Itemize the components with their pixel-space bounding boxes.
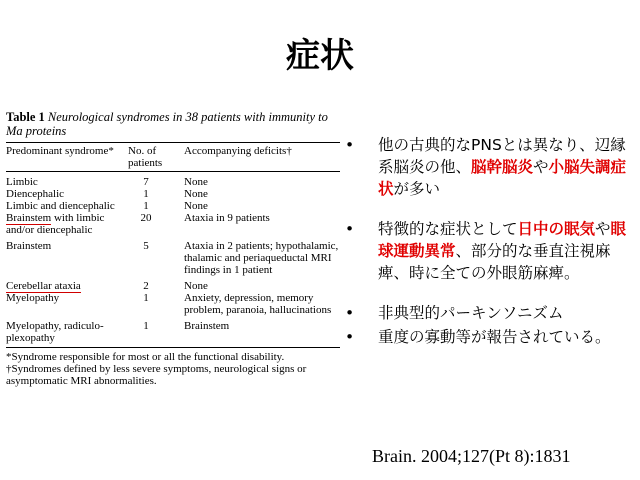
highlight-eye-movement-abnormality: 眼球運動異常	[378, 220, 627, 260]
underlined-cerebellar-ataxia: Cerebellar ataxia	[6, 280, 81, 292]
cell-deficits: Brainstem	[184, 320, 230, 332]
bullet-text: 非典型的パーキンソニズム	[378, 304, 564, 322]
bullet-list	[345, 134, 635, 350]
bullet-item-atypical-pns	[345, 134, 635, 200]
cell-count: 1	[143, 188, 149, 200]
bullet-text: 他の古典的なPNSとは異なり、辺縁系脳炎の他、	[378, 136, 626, 176]
bullet-marker: •	[345, 304, 355, 322]
cell-deficits: None	[184, 176, 208, 188]
cell-syndrome: Myelopathy	[6, 292, 60, 304]
highlight-brainstem-encephalitis: 脳幹脳炎	[471, 158, 534, 176]
table-row	[6, 172, 340, 189]
footnote-asterisk: *Syndrome responsible for most or all the functional disability.	[6, 351, 285, 363]
bullet-marker: •	[345, 136, 355, 154]
bullet-text: 重度の寡動等が報告されている。	[378, 328, 611, 346]
cell-count: 7	[143, 176, 149, 188]
table-row	[6, 188, 340, 200]
cell-count: 2	[143, 280, 149, 292]
cell-deficits: Anxiety, depression, memory problem, paranoia, hallucinations	[184, 292, 332, 316]
bullet-text: が多い	[393, 180, 441, 198]
table-footnotes	[6, 351, 340, 387]
cell-syndrome: Limbic	[6, 176, 38, 188]
cell-count: 1	[143, 200, 149, 212]
bullet-marker: •	[345, 328, 355, 346]
highlight-daytime-sleepiness: 日中の眠気	[517, 220, 596, 238]
cell-syndrome-rest: with limbic and/or diencephalic	[6, 212, 105, 236]
bullet-item-characteristic-symptoms	[345, 218, 635, 284]
cell-count: 1	[143, 320, 149, 332]
table-row	[6, 212, 340, 236]
slide-title: 症状	[286, 36, 354, 76]
table-row	[6, 276, 340, 292]
syndrome-table-figure	[6, 110, 340, 387]
cell-syndrome	[6, 212, 128, 236]
cell-deficits: None	[184, 200, 208, 212]
cell-syndrome: Brainstem	[6, 240, 52, 252]
table-caption-text: Neurological syndromes in 38 patients with immunity to Ma proteins	[6, 110, 328, 138]
footnote-dagger: †Syndromes defined by less severe symptoms, neurological signs or asymptomatic MRI abnormalities.	[6, 363, 307, 387]
cell-deficits: None	[184, 188, 208, 200]
table-header-row	[6, 143, 340, 172]
underlined-brainstem: Brainstem	[6, 212, 52, 224]
cell-count: 20	[140, 212, 152, 224]
table-row	[6, 292, 340, 316]
header-patients: No. of patients	[128, 143, 184, 172]
table-row	[6, 200, 340, 212]
table-row	[6, 236, 340, 276]
bullet-text: や	[533, 158, 549, 176]
table-caption	[6, 110, 340, 138]
syndrome-table	[6, 142, 340, 348]
header-syndrome: Predominant syndrome*	[6, 143, 128, 172]
table-caption-label: Table 1	[6, 110, 45, 124]
bullet-item-parkinsonism	[345, 302, 635, 324]
cell-deficits: Ataxia in 2 patients; hypothalamic, thalamic and periaqueductal MRI findings in 1 patient	[184, 240, 339, 276]
highlight-cerebellar-ataxia: 小脳失調症状	[378, 158, 627, 198]
cell-deficits: None	[184, 280, 208, 292]
bullet-marker: •	[345, 220, 355, 238]
bullet-item-hypokinesia	[345, 326, 635, 348]
cell-syndrome: Limbic and diencephalic	[6, 200, 115, 212]
table-row	[6, 316, 340, 348]
bullet-text: や	[595, 220, 611, 238]
cell-deficits: Ataxia in 9 patients	[184, 212, 270, 224]
cell-syndrome: Myelopathy, radiculo-plexopathy	[6, 320, 104, 344]
bullet-text: 特徴的な症状として	[378, 220, 518, 238]
cell-syndrome: Diencephalic	[6, 188, 65, 200]
citation: Brain. 2004;127(Pt 8):1831	[372, 446, 571, 466]
header-deficits: Accompanying deficits†	[184, 143, 340, 172]
bullet-text: 、部分的な垂直注視麻痺、時に全ての外眼筋麻痺。	[378, 242, 611, 282]
cell-count: 1	[143, 292, 149, 304]
cell-syndrome	[6, 276, 128, 292]
cell-count: 5	[143, 240, 149, 252]
